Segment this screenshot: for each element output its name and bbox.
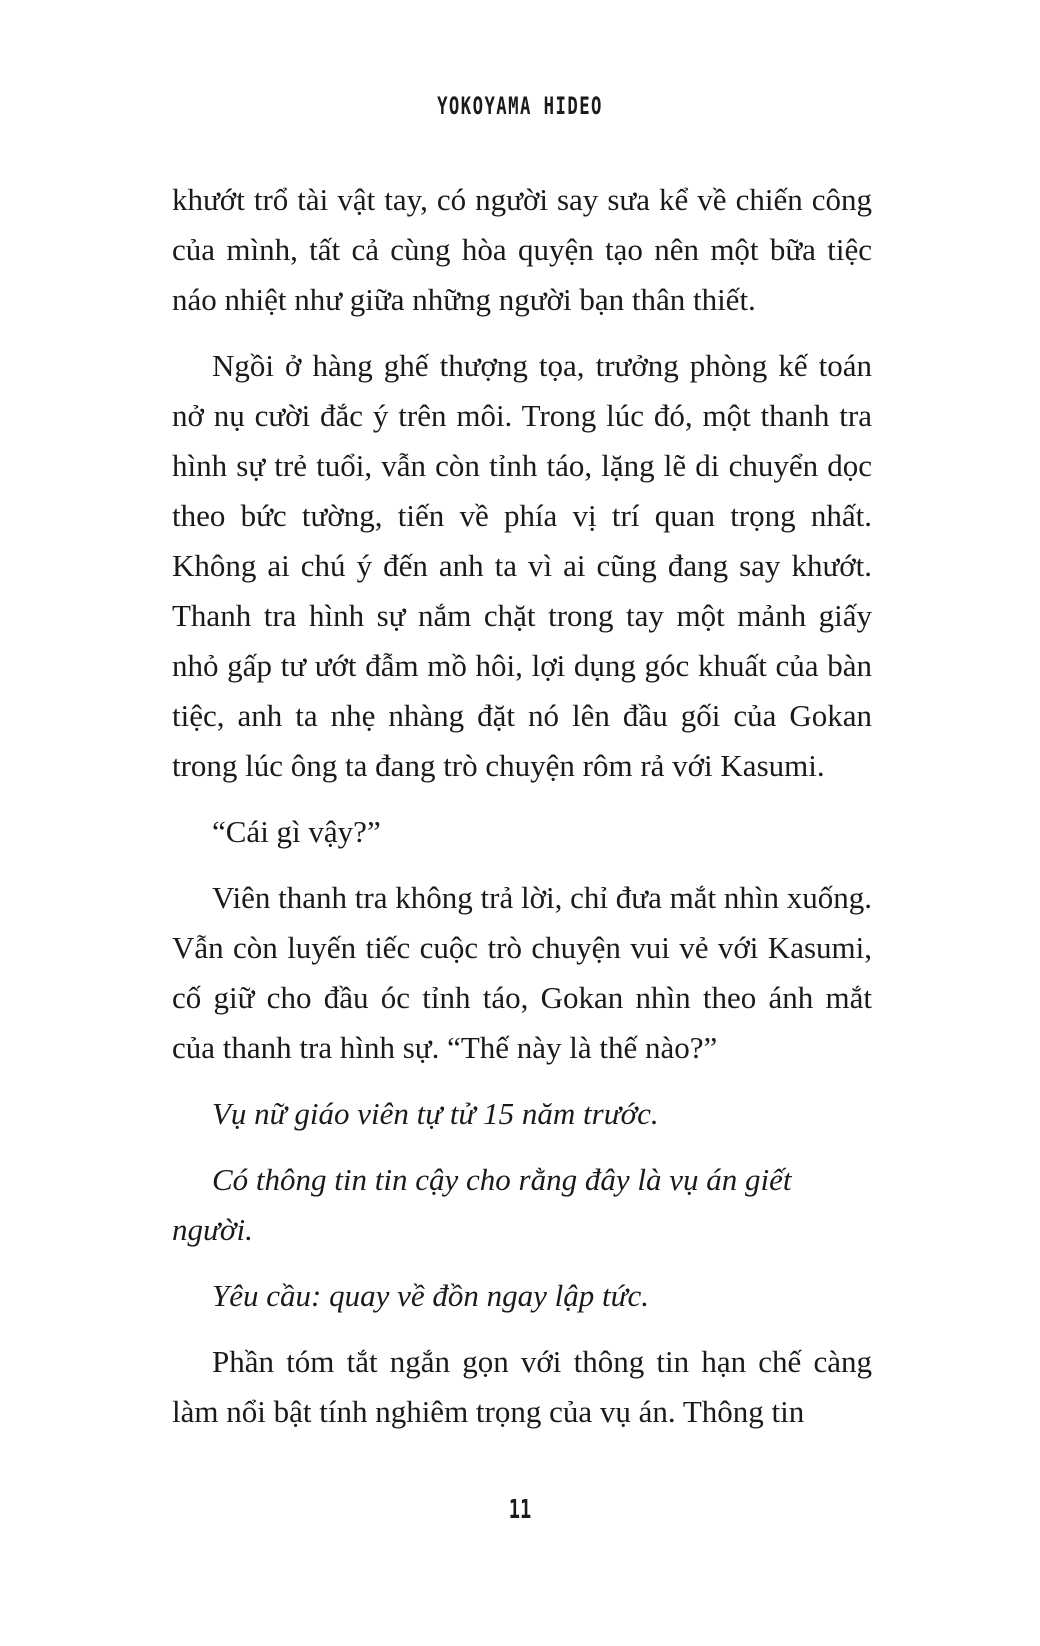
dialogue-line: “Cái gì vậy?” (212, 814, 381, 849)
note-line: Có thông tin tin cậy cho rằng đây là vụ án giết người. (172, 1162, 792, 1247)
paragraph: Phần tóm tắt ngắn gọn với thông tin hạn chế càng làm nổi bật tính nghiêm trọng của vụ án. Thông tin (172, 1344, 872, 1429)
note-line: Yêu cầu: quay về đồn ngay lập tức. (212, 1278, 650, 1313)
body-text (172, 175, 872, 1453)
running-head: YOKOYAMA HIDEO (437, 92, 603, 120)
paragraph: khướt trổ tài vật tay, có người say sưa kể về chiến công của mình, tất cả cùng hòa quyện tạo nên một bữa tiệc náo nhiệt như giữa những người bạn thân thiết. (172, 182, 872, 317)
page-number: 11 (508, 1495, 532, 1525)
paragraph: Viên thanh tra không trả lời, chỉ đưa mắt nhìn xuống. Vẫn còn luyến tiếc cuộc trò chuyện vui vẻ với Kasumi, cố giữ cho đầu óc tỉnh táo, Gokan nhìn theo ánh mắt của thanh tra hình sự. “Thế này là thế nào?” (172, 880, 872, 1065)
paragraph: Ngồi ở hàng ghế thượng tọa, trưởng phòng kế toán nở nụ cười đắc ý trên môi. Trong lúc đó, một thanh tra hình sự trẻ tuổi, vẫn còn tỉnh táo, lặng lẽ di chuyển dọc theo bức tường, tiến về phía vị trí quan trọng nhất. Không ai chú ý đến anh ta vì ai cũng đang say khướt. Thanh tra hình sự nắm chặt trong tay một mảnh giấy nhỏ gấp tư ướt đẫm mồ hôi, lợi dụng góc khuất của bàn tiệc, anh ta nhẹ nhàng đặt nó lên đầu gối của Gokan trong lúc ông ta đang trò chuyện rôm rả với Kasumi. (172, 348, 872, 783)
note-line: Vụ nữ giáo viên tự tử 15 năm trước. (212, 1096, 659, 1131)
